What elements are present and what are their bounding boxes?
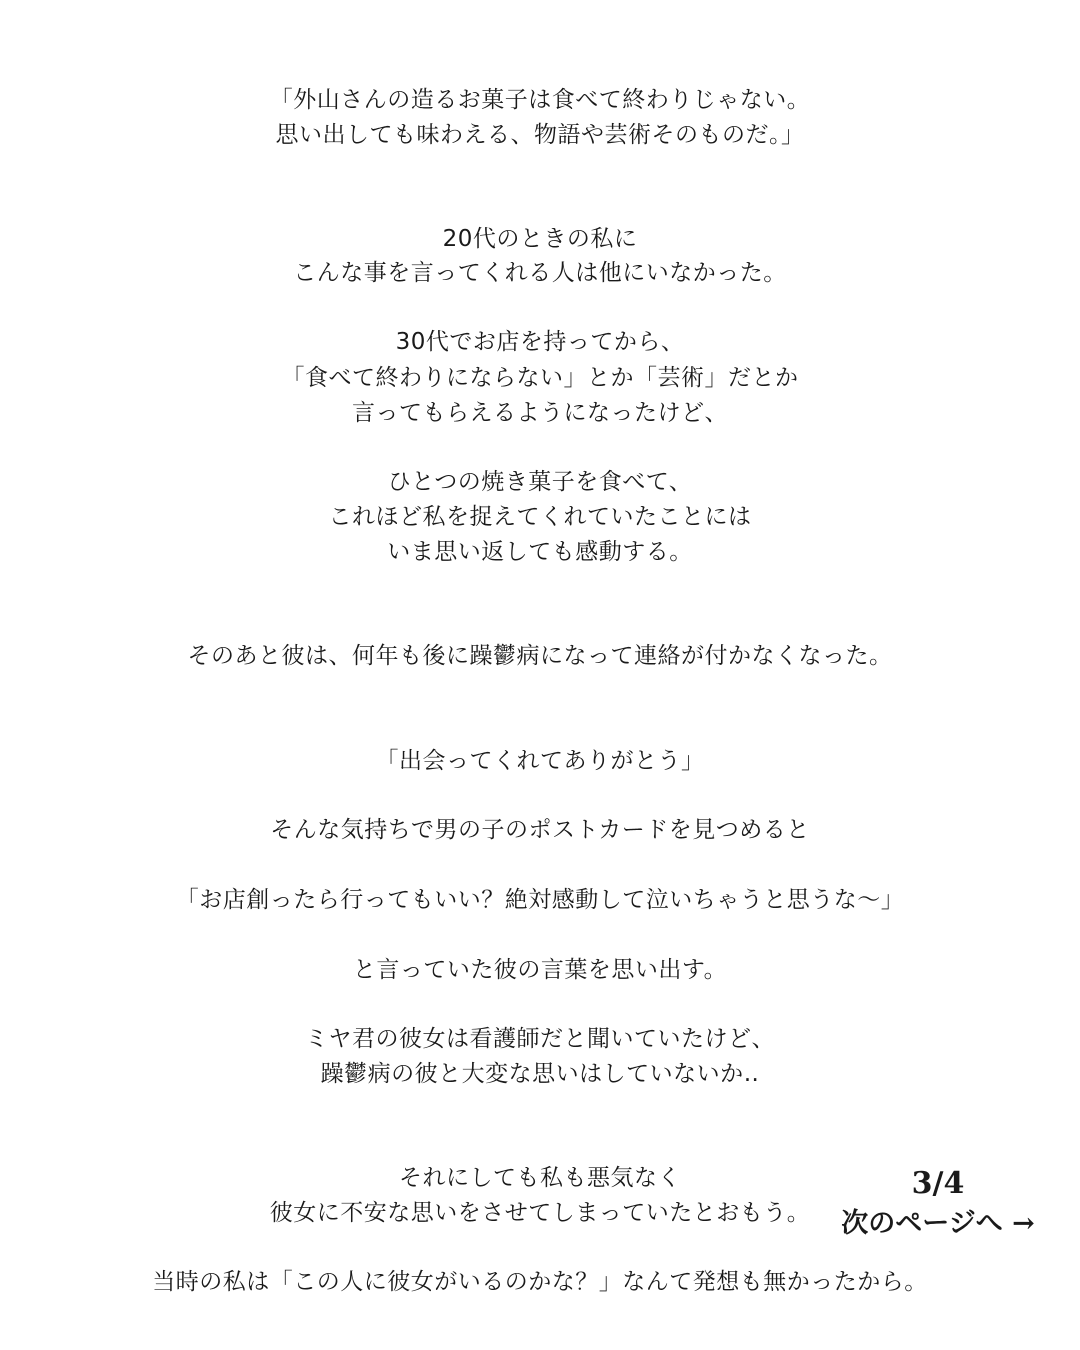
- text-line: と言っていた彼の言葉を思い出す。: [352, 957, 728, 983]
- text-line: ミヤ君の彼女は看護師だと聞いていたけど、: [305, 1026, 775, 1052]
- text-line: 「お店創ったら行ってもいい？絶対感動して泣いちゃうと思うな〜」: [175, 887, 905, 913]
- text-line: 30代でお店を持ってから、: [395, 329, 685, 355]
- text-line: ひとつの焼き菓子を食べて、: [387, 469, 693, 495]
- text-line: それにしても私も悪気なく: [399, 1165, 681, 1191]
- text-line: 当時の私は「この人に彼女がいるのかな？」なんて発想も無かったから。: [152, 1269, 928, 1295]
- text-line: 「食べて終わりにならない」とか「芸術」だとか: [281, 365, 799, 391]
- text-line: こんな事を言ってくれる人は他にいなかった。: [293, 260, 787, 286]
- text-line: 「出会ってくれてありがとう」: [375, 748, 705, 774]
- text-line: いま思い返しても感動する。: [387, 539, 693, 565]
- text-line: そんな気持ちで男の子のポストカードを見つめると: [270, 817, 810, 843]
- text-line: 彼女に不安な思いをさせてしまっていたとおもう。: [269, 1200, 811, 1226]
- text-line: 「外山さんの造るお菓子は食べて終わりじゃない。: [269, 87, 811, 113]
- text-line: 20代のときの私に: [442, 226, 638, 252]
- text-line: そのあと彼は、何年も後に躁鬱病になって連絡が付かなくなった。: [187, 643, 893, 669]
- text-line: 思い出しても味わえる、物語や芸術そのものだ。」: [275, 122, 805, 148]
- next-page-link[interactable]: 次のページへ →: [841, 1208, 1035, 1239]
- text-line: 言ってもらえるようになったけど、: [352, 400, 728, 426]
- page-number: 3/4: [911, 1166, 965, 1201]
- text-line: 躁鬱病の彼と大変な思いはしていないか‥: [320, 1061, 760, 1087]
- text-line: これほど私を捉えてくれていたことには: [328, 504, 752, 530]
